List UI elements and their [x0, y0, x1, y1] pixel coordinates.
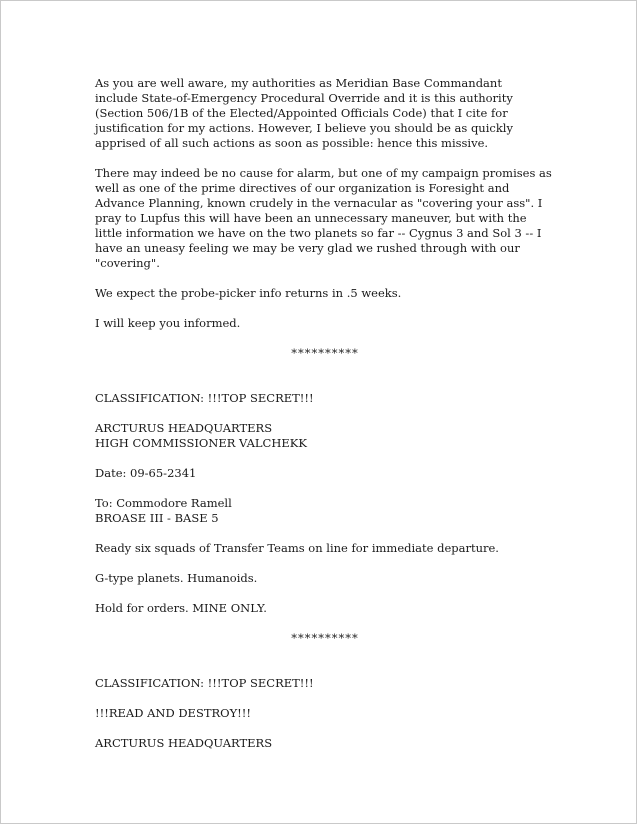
- memo1-from-org: ARCTURUS HEADQUARTERS: [95, 421, 273, 435]
- memo1-body-transfer: Ready six squads of Transfer Teams on line for immediate departure.: [95, 541, 499, 555]
- memo1-classification: CLASSIFICATION: !!!TOP SECRET!!!: [95, 391, 314, 405]
- letter-paragraph-authority: [95, 76, 555, 151]
- memo2-from-org: ARCTURUS HEADQUARTERS: [95, 736, 273, 750]
- memo2-instruction: !!!READ AND DESTROY!!!: [95, 706, 252, 720]
- document-content: [95, 76, 555, 751]
- memo1-from-person: HIGH COMMISSIONER VALCHEKK: [95, 436, 307, 450]
- section-separator: **********: [291, 346, 359, 360]
- text-line: "covering".: [95, 256, 160, 270]
- text-line: pray to Lupfus this will have been an unnecessary maneuver, but with the: [95, 211, 527, 225]
- memo1-body-planets: G-type planets. Humanoids.: [95, 571, 258, 585]
- text-line: (Section 506/1B of the Elected/Appointed Officials Code) that I cite for: [95, 106, 508, 120]
- text-line: little information we have on the two planets so far -- Cygnus 3 and Sol 3 -- I: [95, 226, 542, 240]
- text-line: justification for my actions. However, I believe you should be as quickly: [95, 121, 513, 135]
- text-line: Advance Planning, known crudely in the vernacular as "covering your ass". I: [95, 196, 543, 210]
- text-line: well as one of the prime directives of our organization is Foresight and: [95, 181, 510, 195]
- letter-closing: I will keep you informed.: [95, 316, 241, 330]
- text-line: apprised of all such actions as soon as possible: hence this missive.: [95, 136, 489, 150]
- letter-paragraph-alarm: [95, 166, 555, 271]
- section-separator: **********: [291, 631, 359, 645]
- memo1-to-person: To: Commodore Ramell: [95, 496, 232, 510]
- letter-paragraph-probe: We expect the probe-picker info returns in .5 weeks.: [95, 286, 402, 300]
- memo1-body-orders: Hold for orders. MINE ONLY.: [95, 601, 267, 615]
- text-line: include State-of-Emergency Procedural Override and it is this authority: [95, 91, 513, 105]
- text-line: As you are well aware, my authorities as Meridian Base Commandant: [95, 76, 502, 90]
- text-line: There may indeed be no cause for alarm, but one of my campaign promises as: [95, 166, 552, 180]
- text-line: have an uneasy feeling we may be very glad we rushed through with our: [95, 241, 520, 255]
- memo2-classification: CLASSIFICATION: !!!TOP SECRET!!!: [95, 676, 314, 690]
- memo1-to-base: BROASE III - BASE 5: [95, 511, 219, 525]
- memo1-date: Date: 09-65-2341: [95, 466, 197, 480]
